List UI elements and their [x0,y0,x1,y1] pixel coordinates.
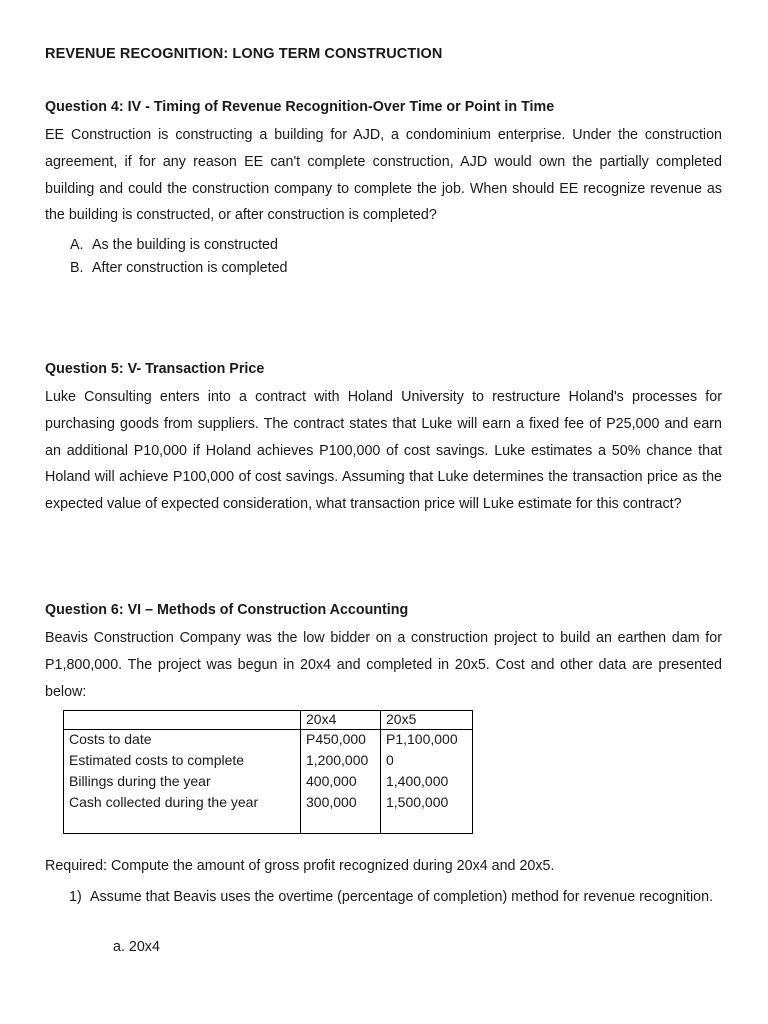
table-row [64,772,473,793]
table-cell: 300,000 [301,793,381,834]
document-title: REVENUE RECOGNITION: LONG TERM CONSTRUCTION [45,46,443,62]
option-label: A. [70,237,84,253]
table-cell: Billings during the year [64,772,301,793]
sub-item-a: a. 20x4 [113,939,160,955]
required-item-1 [69,884,722,911]
required-instruction: Required: Compute the amount of gross profit recognized during 20x4 and 20x5. [45,858,555,874]
table-header-cell [64,711,301,730]
table-cell: 1,400,000 [381,772,473,793]
table-cell: P450,000 [301,730,381,751]
table-row [64,793,473,834]
table-row [64,730,473,751]
cost-data-table [63,710,473,834]
table-header-row [64,711,473,730]
table-cell: 1,200,000 [301,751,381,772]
question-5-body: Luke Consulting enters into a contract with Holand University to restructure Holand's processes for purchasing goods from suppliers. The contract states that Luke will earn a fixed fee of P25,000 and earn an additional P10,000 if Holand achieves P100,000 of cost savings. Luke estimates a 50% chance that Holand will achieve P100,000 of cost savings. Assuming that Luke determines the transaction price as the expected value of expected consideration, what transaction price will Luke estimate for this contract? [45,389,722,513]
option-label: B. [70,260,84,276]
question-4-option-b [70,257,287,280]
table-row [64,751,473,772]
option-text: After construction is completed [92,260,288,276]
question-4-body: EE Construction is constructing a building for AJD, a condominium enterprise. Under the construction agreement, if for any reason EE can't complete construction, AJD would own the partially completed building and could the construction company to complete the job. When should EE recognize revenue as the building is constructed, or after construction is completed? [45,127,722,224]
question-6-body: Beavis Construction Company was the low bidder on a construction project to build an earthen dam for P1,800,000. The project was begun in 20x4 and completed in 20x5. Cost and other data are presented below: [45,630,722,700]
table-cell: Cash collected during the year [64,793,301,834]
item-number: 1) [69,889,82,905]
table-cell: 1,500,000 [381,793,473,834]
table-cell: Estimated costs to complete [64,751,301,772]
table-cell: 0 [381,751,473,772]
table-cell: 400,000 [301,772,381,793]
option-text: As the building is constructed [92,237,278,253]
question-6-heading: Question 6: VI – Methods of Construction Accounting [45,602,409,618]
item-text: Assume that Beavis uses the overtime (percentage of completion) method for revenue recognition. [90,889,714,905]
table-cell: P1,100,000 [381,730,473,751]
question-5-heading: Question 5: V- Transaction Price [45,361,265,377]
table-cell: Costs to date [64,730,301,751]
table-header-cell: 20x5 [381,711,473,730]
question-4-heading: Question 4: IV - Timing of Revenue Recognition-Over Time or Point in Time [45,99,555,115]
question-4-option-a [70,234,278,257]
table-header-cell: 20x4 [301,711,381,730]
